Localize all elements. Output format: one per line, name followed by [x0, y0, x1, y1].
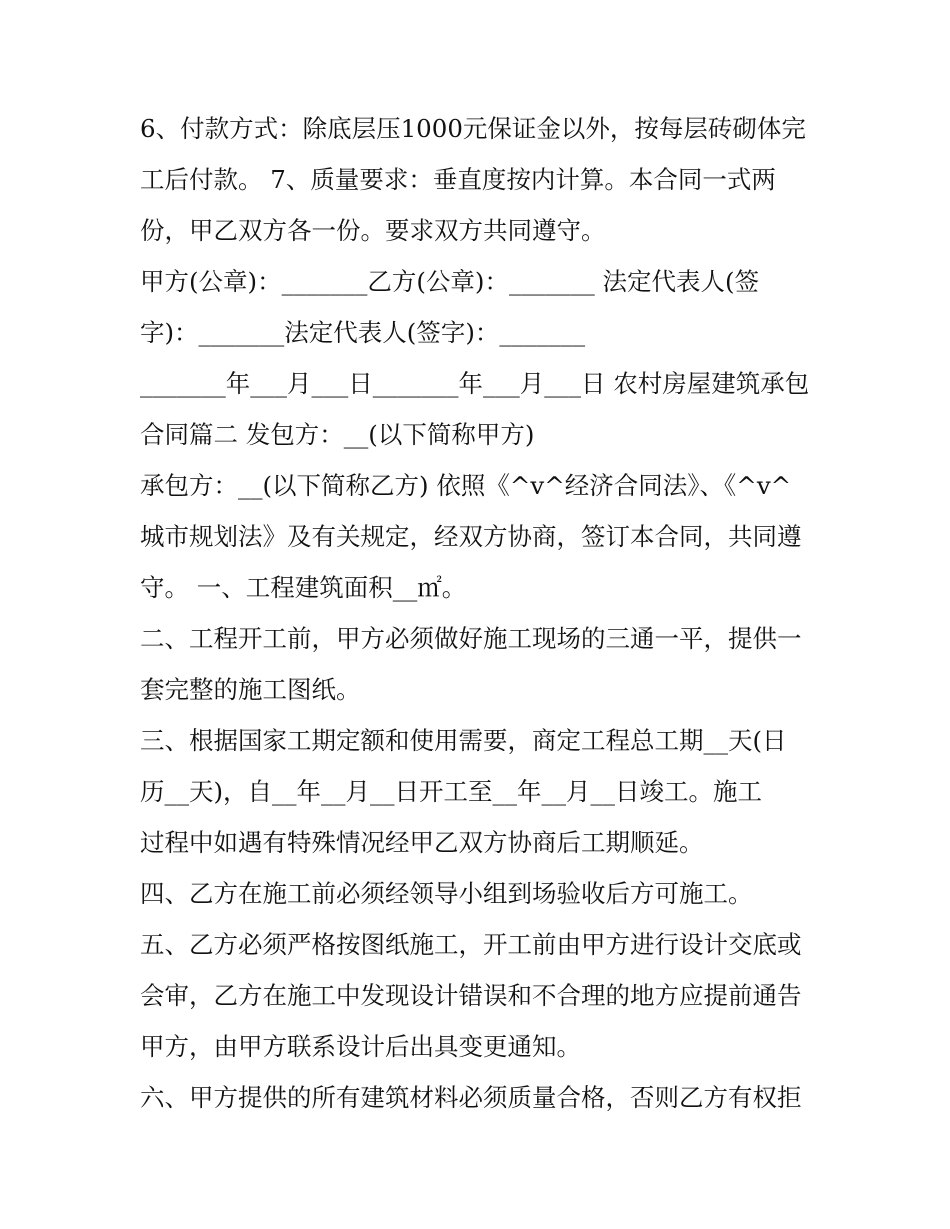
text-line: 城市规划法》及有关规定，经双方协商，签订本合同，共同遵 — [140, 522, 802, 551]
text-line: 6、付款方式：除底层压1000元保证金以外，按每层砖砌体完 — [140, 114, 806, 143]
text-line: 二、工程开工前，甲方必须做好施工现场的三通一平，提供一 — [140, 624, 802, 653]
text-line: 合同篇二 发包方：__(以下简称甲方) — [140, 420, 535, 449]
text-line: 甲方(公章)：_______乙方(公章)：_______ 法定代表人(签 — [140, 267, 760, 296]
text-line: 过程中如遇有特殊情况经甲乙双方协商后工期顺延。 — [140, 828, 704, 857]
text-line: 会审，乙方在施工中发现设计错误和不合理的地方应提前通告 — [140, 981, 802, 1010]
text-line: 守。 一、工程建筑面积__㎡。 — [140, 573, 467, 602]
text-line: 六、甲方提供的所有建筑材料必须质量合格，否则乙方有权拒 — [140, 1083, 802, 1112]
text-line: 四、乙方在施工前必须经领导小组到场验收后方可施工。 — [140, 879, 753, 908]
text-line: 字)：_______法定代表人(签字)：_______ — [140, 318, 586, 347]
text-line: 甲方，由甲方联系设计后出具变更通知。 — [140, 1032, 581, 1061]
text-line: 承包方：__(以下简称乙方) 依照《^v^经济合同法》、《^v^ — [140, 471, 792, 500]
text-line: 三、根据国家工期定额和使用需要，商定工程总工期__天(日 — [140, 726, 787, 755]
text-line: 份，甲乙双方各一份。要求双方共同遵守。 — [140, 216, 606, 245]
text-line: 工后付款。 7、质量要求：垂直度按内计算。本合同一式两 — [140, 165, 776, 194]
text-line: _______年___月___日_______年___月___日 农村房屋建筑承包 — [140, 369, 810, 398]
text-line: 套完整的施工图纸。 — [140, 675, 361, 704]
text-line: 历__天)，自__年__月__日开工至__年__月__日竣工。施工 — [140, 777, 763, 806]
contract-text — [140, 103, 820, 1123]
text-line: 五、乙方必须严格按图纸施工，开工前由甲方进行设计交底或 — [140, 930, 802, 959]
